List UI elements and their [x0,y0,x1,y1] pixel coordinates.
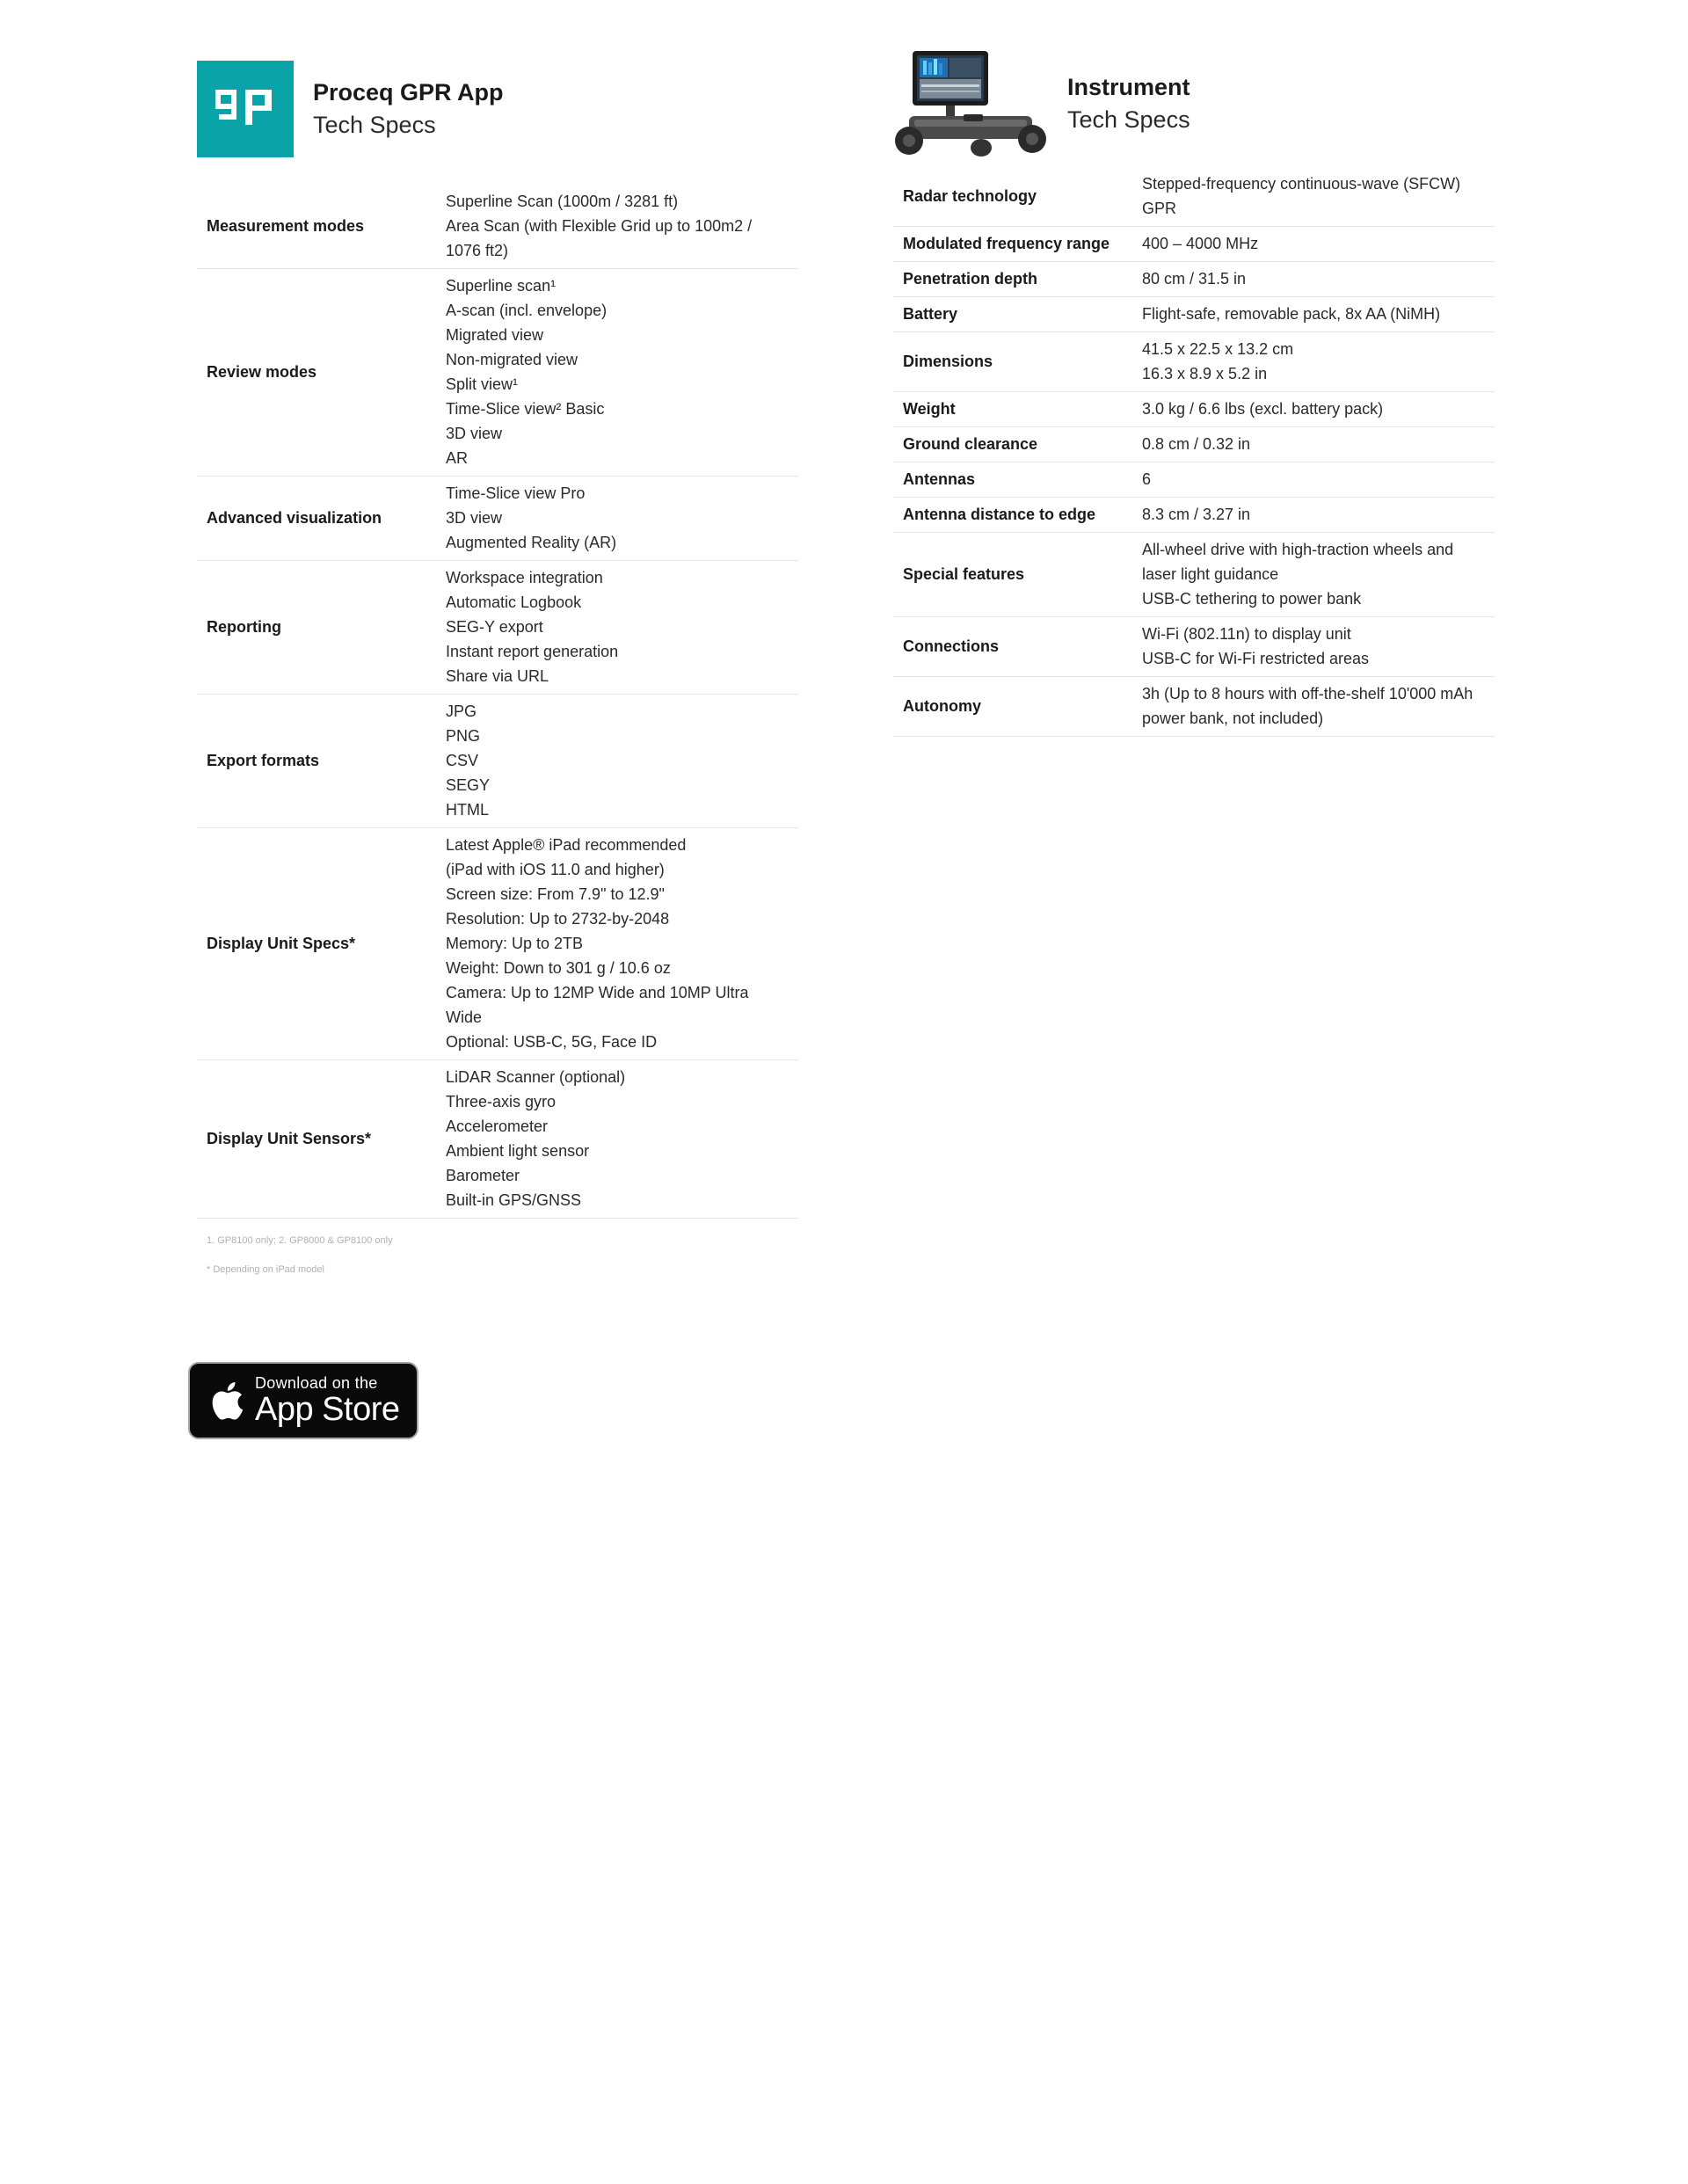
spec-value-line: Memory: Up to 2TB [446,935,584,952]
instrument-title: Instrument [1067,74,1190,100]
spec-value [446,695,798,828]
spec-label: Reporting [197,561,446,695]
app-store-line2: App Store [255,1391,400,1428]
spec-label: Connections [893,617,1142,677]
spec-value-line: Superline scan¹ [446,277,557,295]
spec-value-line: Accelerometer [446,1117,549,1135]
spec-row [893,332,1495,392]
spec-value-line: Optional: USB-C, 5G, Face ID [446,1033,658,1051]
spec-value-line: Ambient light sensor [446,1142,590,1160]
spec-value [446,185,798,269]
spec-value-line: Non-migrated view [446,351,578,368]
spec-label: Review modes [197,269,446,477]
spec-value-line: PNG [446,727,481,745]
spec-value [1142,617,1495,677]
spec-value-line: laser light guidance [1142,565,1279,583]
footnote-models: 1. GP8100 only; 2. GP8000 & GP8100 only [207,1235,393,1246]
spec-label: Weight [893,392,1142,427]
spec-row [197,828,798,1060]
spec-value-line: Time-Slice view² Basic [446,400,605,418]
spec-value-line: Flight-safe, removable pack, 8x AA (NiMH) [1142,305,1441,323]
spec-value-line: Weight: Down to 301 g / 10.6 oz [446,959,671,977]
spec-value-line: SEGY [446,776,491,794]
spec-value-line: Workspace integration [446,569,603,586]
app-specs-table [197,185,798,1219]
spec-row [197,1060,798,1219]
spec-label: Radar technology [893,167,1142,227]
spec-value-line: Augmented Reality (AR) [446,534,617,551]
spec-value-line: GPR [1142,200,1177,217]
instrument-specs-section [893,53,1495,737]
spec-value [1142,392,1495,427]
spec-row [197,695,798,828]
spec-value-line: 8.3 cm / 3.27 in [1142,506,1251,523]
spec-value-line: USB-C tethering to power bank [1142,590,1362,608]
spec-value [1142,262,1495,297]
spec-value [446,828,798,1060]
spec-label: Modulated frequency range [893,227,1142,262]
spec-value [446,1060,798,1219]
spec-value-line: Automatic Logbook [446,593,582,611]
spec-value-line: Share via URL [446,667,549,685]
spec-value-line: 6 [1142,470,1152,488]
spec-label: Special features [893,533,1142,617]
instrument-subtitle: Tech Specs [1067,106,1190,133]
spec-value-line: 3D view [446,509,503,527]
spec-row [893,533,1495,617]
gpr-instrument-image [893,49,1048,158]
spec-value-line: AR [446,449,469,467]
spec-value-line: 16.3 x 8.9 x 5.2 in [1142,365,1268,382]
spec-value-line: All-wheel drive with high-traction wheels and [1142,541,1454,558]
spec-value [446,269,798,477]
spec-row [893,462,1495,498]
spec-value [1142,427,1495,462]
spec-row [893,227,1495,262]
spec-value-line: Superline Scan (1000m / 3281 ft) [446,193,679,210]
spec-label: Antenna distance to edge [893,498,1142,533]
spec-row [197,185,798,269]
spec-value-line: Stepped-frequency continuous-wave (SFCW) [1142,175,1461,193]
spec-value-line: A-scan (incl. envelope) [446,302,608,319]
spec-row [893,392,1495,427]
spec-value-line: Screen size: From 7.9" to 12.9" [446,885,665,903]
spec-value-line: Wide [446,1008,483,1026]
app-header [197,58,798,160]
spec-value-line: 80 cm / 31.5 in [1142,270,1247,288]
spec-value-line: USB-C for Wi-Fi restricted areas [1142,650,1370,667]
spec-value-line: 0.8 cm / 0.32 in [1142,435,1251,453]
spec-value-line: (iPad with iOS 11.0 and higher) [446,861,665,878]
gp-app-icon [197,61,294,157]
spec-label: Dimensions [893,332,1142,392]
spec-row [893,677,1495,737]
spec-row [893,498,1495,533]
spec-label: Display Unit Sensors* [197,1060,446,1219]
spec-value-line: 3.0 kg / 6.6 lbs (excl. battery pack) [1142,400,1384,418]
spec-value [1142,332,1495,392]
spec-label: Battery [893,297,1142,332]
spec-value-line: Split view¹ [446,375,519,393]
footnote-ipad: * Depending on iPad model [207,1264,324,1275]
spec-value [446,561,798,695]
spec-value-line: Resolution: Up to 2732-by-2048 [446,910,670,928]
spec-value-line: Migrated view [446,326,544,344]
spec-value [1142,167,1495,227]
spec-label: Penetration depth [893,262,1142,297]
spec-value-line: Barometer [446,1167,520,1184]
spec-value [1142,677,1495,737]
spec-value-line: Time-Slice view Pro [446,484,586,502]
spec-row [893,297,1495,332]
spec-row [893,427,1495,462]
app-store-badge-button[interactable] [188,1362,418,1439]
spec-value [1142,297,1495,332]
spec-label: Advanced visualization [197,477,446,561]
spec-label: Ground clearance [893,427,1142,462]
instrument-header [893,53,1495,155]
spec-value-line: 41.5 x 22.5 x 13.2 cm [1142,340,1294,358]
spec-value-line: HTML [446,801,489,819]
instrument-specs-table [893,167,1495,737]
spec-value-line: Built-in GPS/GNSS [446,1191,582,1209]
spec-row [197,269,798,477]
app-subtitle: Tech Specs [313,112,436,138]
spec-value-line: Latest Apple® iPad recommended [446,836,687,854]
spec-label: Autonomy [893,677,1142,737]
spec-value-line: 3h (Up to 8 hours with off-the-shelf 10'000 mAh [1142,685,1473,703]
spec-value-line: Camera: Up to 12MP Wide and 10MP Ultra [446,984,749,1001]
spec-value-line: 1076 ft2) [446,242,509,259]
spec-row [197,561,798,695]
spec-value-line: JPG [446,703,477,720]
spec-value [1142,462,1495,498]
spec-value-line: Area Scan (with Flexible Grid up to 100m2 / [446,217,753,235]
spec-row [197,477,798,561]
spec-value-line: Wi-Fi (802.11n) to display unit [1142,625,1351,643]
spec-row [893,262,1495,297]
spec-value-line: power bank, not included) [1142,710,1324,727]
app-specs-section [197,58,798,1276]
spec-value-line: LiDAR Scanner (optional) [446,1068,626,1086]
app-store-line1: Download on the [255,1374,378,1392]
spec-value-line: SEG-Y export [446,618,543,636]
spec-value [1142,498,1495,533]
spec-label: Antennas [893,462,1142,498]
spec-value [1142,533,1495,617]
spec-value [446,477,798,561]
spec-value-line: CSV [446,752,479,769]
apple-logo-icon [207,1378,244,1423]
spec-value-line: Three-axis gyro [446,1093,557,1110]
app-title: Proceq GPR App [313,79,504,106]
spec-value-line: 3D view [446,425,503,442]
spec-label: Display Unit Specs* [197,828,446,1060]
spec-row [893,617,1495,677]
spec-value-line: Instant report generation [446,643,619,660]
spec-label: Export formats [197,695,446,828]
spec-label: Measurement modes [197,185,446,269]
spec-value [1142,227,1495,262]
spec-row [893,167,1495,227]
spec-value-line: 400 – 4000 MHz [1142,235,1259,252]
